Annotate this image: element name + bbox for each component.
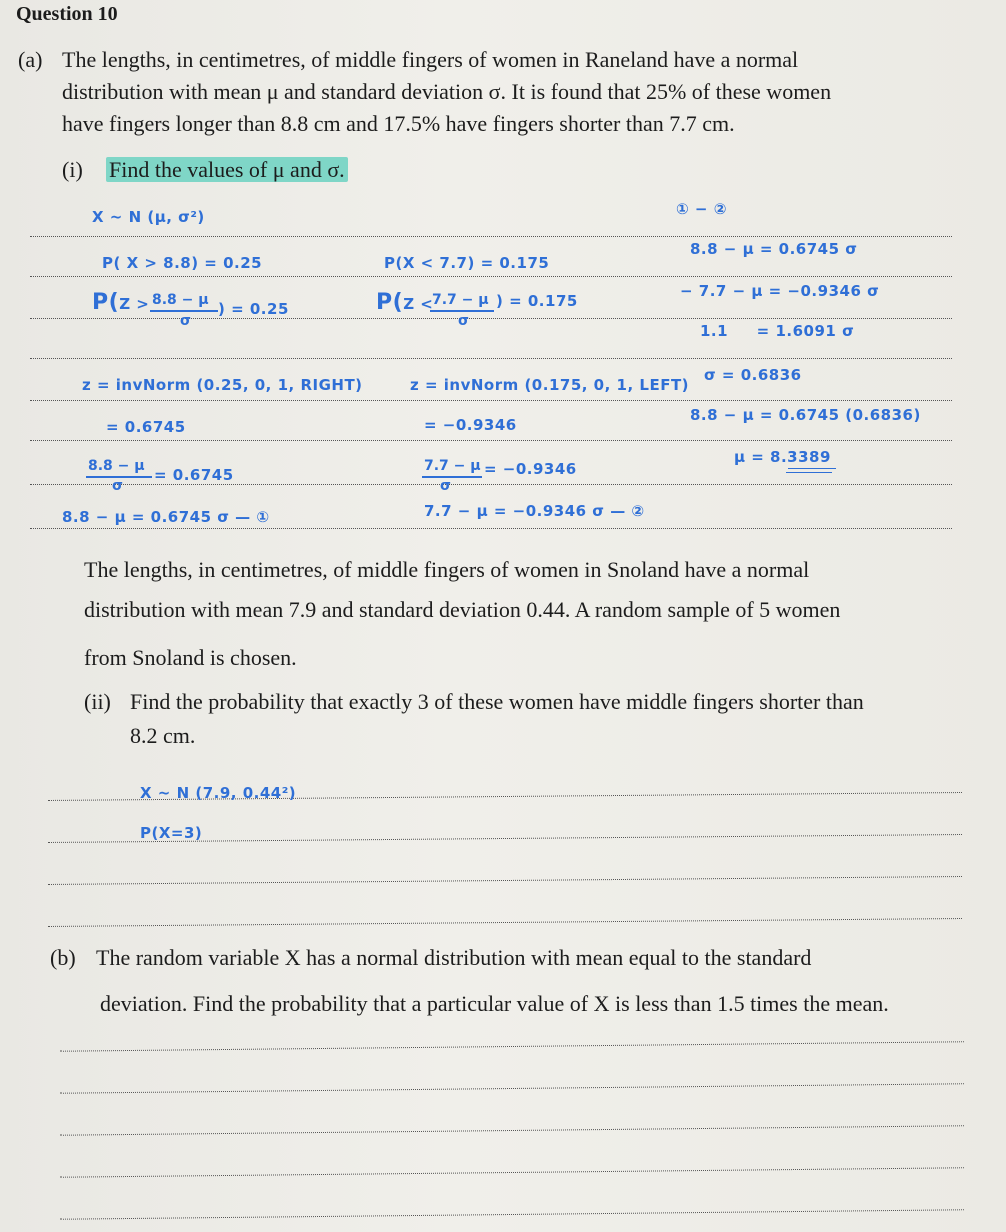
part-a-intro-line-3: have fingers longer than 8.8 cm and 17.5% have fingers shorter than 7.7 cm. [62,111,735,136]
working-equation-1: 8.8 − μ = 0.6745 σ — ① [62,508,270,526]
answer-line [60,1083,964,1093]
working-col3-line-1: 8.8 − μ = 0.6745 σ [690,240,858,258]
fraction-bar [430,310,494,312]
working-sigma-value: σ = 0.6836 [704,366,802,384]
working-frac-den-2: σ [458,313,469,329]
working-equation-2: 7.7 − μ = −0.9346 σ — ② [424,502,645,520]
answer-line [60,1167,964,1177]
working-frac-den: σ [180,313,191,329]
part-b-line-1: The random variable X has a normal distribution with mean equal to the standard [96,945,812,970]
working-z-left: = −0.9346 [424,416,517,434]
answer-double-underline [788,468,836,469]
sub-i-question: Find the values of μ and σ. [106,157,348,182]
working-standardise-greater: P(Z > [92,290,150,315]
part-a-intro-line-1: The lengths, in centimetres, of middle fingers of women in Raneland have a normal [62,47,799,72]
snoland-line-3: from Snoland is chosen. [84,645,297,670]
sub-ii-label: (ii) [84,689,111,714]
sub-i-text [106,156,348,184]
working-invnorm-left: z = invNorm (0.175, 0, 1, LEFT) [410,376,690,394]
answer-line [30,358,952,359]
working-eq-frac-value: = 0.6745 [154,466,234,484]
snoland-line-1: The lengths, in centimetres, of middle fingers of women in Snoland have a normal [84,557,810,582]
answer-line [60,1209,964,1219]
working-z-right: = 0.6745 [106,418,186,436]
answer-line [60,1125,964,1135]
answer-line [30,440,952,441]
part-b-label: (b) [50,945,76,970]
snoland-line-2: distribution with mean 7.9 and standard deviation 0.44. A random sample of 5 women [84,597,841,622]
answer-line [48,918,962,927]
fraction-bar [150,310,218,312]
working-eq-frac-den: σ [112,478,123,494]
part-a-label: (a) [18,47,43,72]
sub-i-label: (i) [62,157,83,182]
working-eq-frac-num: 8.8 − μ [88,458,145,474]
working-standardise-less: P(Z < [376,290,434,315]
working-eq2-frac-den: σ [440,478,451,494]
part-b-line-2: deviation. Find the probability that a particular value of X is less than 1.5 times the mean. [100,991,889,1016]
answer-double-underline [786,472,832,473]
answer-line [30,236,952,237]
question-title: Question 10 [16,3,118,25]
answer-line [30,484,952,485]
answer-line [48,876,962,885]
working-col3-line-5: 8.8 − μ = 0.6745 (0.6836) [690,406,921,424]
working-standardise-less-end: ) = 0.175 [496,292,578,310]
answer-line [30,528,952,529]
working-ii-prob: P(X=3) [140,824,203,842]
sub-ii-line-2: 8.2 cm. [130,723,196,748]
working-distribution: X ~ N (μ, σ²) [92,208,205,226]
answer-line [60,1041,964,1051]
working-prob-less: P(X < 7.7) = 0.175 [384,254,550,272]
working-standardise-greater-end: ) = 0.25 [218,300,289,318]
working-frac-num: 8.8 − μ [152,292,209,308]
working-eq2-frac-num: 7.7 − μ [424,458,481,474]
working-prob-greater: P( X > 8.8) = 0.25 [102,254,263,272]
fraction-bar [422,476,482,478]
working-col3-line-2: − 7.7 − μ = −0.9346 σ [680,282,880,300]
working-frac-num-2: 7.7 − μ [432,292,489,308]
working-eq2-frac-value: = −0.9346 [484,460,577,478]
answer-line [30,318,952,319]
answer-line [30,400,952,401]
answer-line [30,276,952,277]
working-mu-value: μ = 8.3389 [734,448,831,466]
part-a-intro-line-2: distribution with mean μ and standard deviation σ. It is found that 25% of these women [62,79,832,104]
working-col3-line-3: 1.1 = 1.6091 σ [700,322,855,340]
working-ii-distribution: X ~ N (7.9, 0.44²) [140,784,297,802]
working-invnorm-right: z = invNorm (0.25, 0, 1, RIGHT) [82,376,363,394]
working-subtract-header: ① − ② [676,200,727,218]
sub-ii-line-1: Find the probability that exactly 3 of these women have middle fingers shorter than [130,689,864,714]
